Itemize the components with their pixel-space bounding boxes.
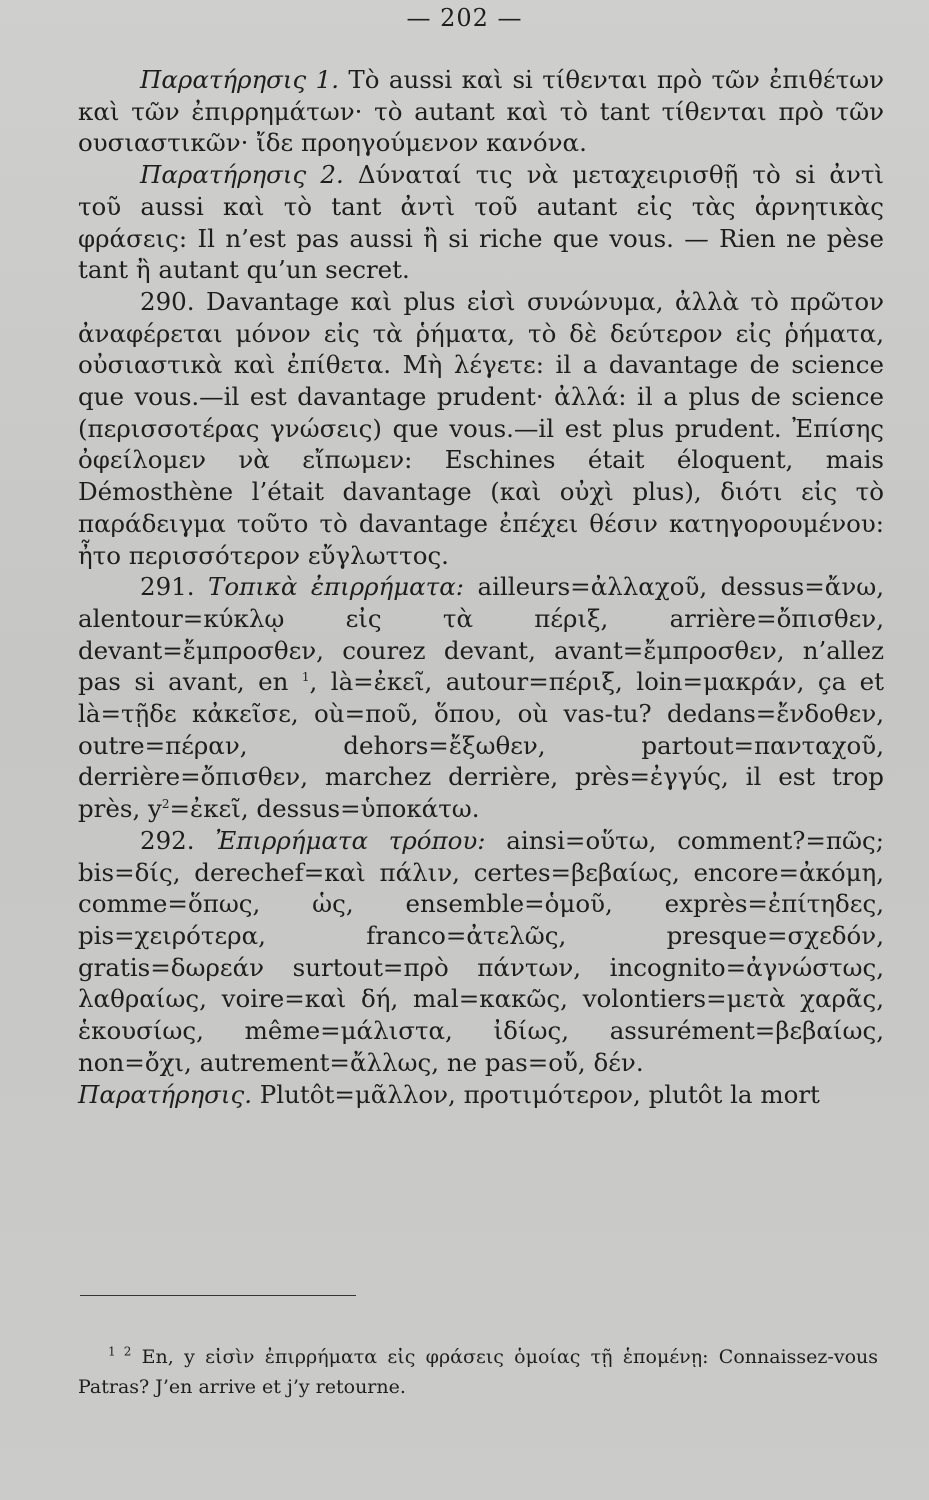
paragraph-text: , là=ἐκεῖ, autour=πέριξ, loin=μακράν, ça et là=τῇδε κἀκεῖσε, où=ποῦ, ὅπου, où vas-tu? dedans=ἔνδοθεν, outre=πέραν, dehors=ἔξωθεν, partout=πανταχοῦ, derrière=ὄπισθεν, marchez derrière, près=ἐγγύς, il est trop près, y [78,667,884,824]
paragraph-text: Plutôt=μᾶλλον, προτιμότερον, plutôt la mort [252,1079,820,1109]
paragraph-text: =ἐκεῖ, dessus=ὑποκάτω. [169,794,480,824]
paragraph-290 [78,286,884,571]
remark-heading: Παρατήρησις 2. [140,160,344,190]
paragraph-text: Davantage καὶ plus εἰσὶ συνώνυμα, ἀλλὰ τὸ πρῶτον ἀναφέρεται μόνον εἰς τὰ ῥήματα, τὸ δὲ δεύτερον εἰς ῥήματα, οὐσιαστικὰ καὶ ἐπίθετα. Μὴ λέγετε: il a davantage de science que vous.—il est davantage prudent· ἀλλά: il a plus de science (περισσοτέρας γνώσεις) que vous.—il est plus prudent. Ἐπίσης ὀφείλομεν νὰ εἴπωμεν: Eschines était éloquent, mais Démosthène l’était davantage (καὶ οὐχὶ plus), διότι εἰς τὸ παράδειγμα τοῦτο τὸ davantage ἐπέχει θέσιν κατηγορουμένου: ἦτο περισσότερον εὔγλωττος. [78,286,884,570]
section-heading: Ἐπιρρήματα τρόπου: [215,825,486,855]
section-number: 292. [140,825,195,855]
paragraph-292 [78,825,884,1079]
paragraph-remark-3 [78,1079,884,1111]
section-number: 290. [140,286,195,316]
footnote-divider [80,1295,356,1296]
paragraph-291 [78,571,884,825]
footnote-text: En, y εἰσὶν ἐπιρρήματα εἰς φράσεις ὁμοίας τῇ ἑπομένῃ: Connaissez-vous Patras? J’en arrive et j’y retourne. [78,1346,878,1398]
remark-heading: Παρατήρησις. [78,1079,253,1109]
paragraph-remark-1 [78,64,884,159]
footnote [78,1342,878,1402]
section-number: 291. [140,572,195,602]
paragraph-text: Τὸ aussi καὶ si τίθενται πρὸ τῶν ἐπιθέτων καὶ τῶν ἐπιρρημάτων· τὸ autant καὶ τὸ tant τίθενται πρὸ τῶν ουσιαστικῶν· ἴδε προηγούμενον κανόνα. [78,65,884,158]
section-heading: Τοπικὰ ἐπιρρήματα: [208,572,465,602]
body-text [78,64,884,1110]
paragraph-text: ainsi=οὕτω, comment?=πῶς; bis=δίς, derechef=καὶ πάλιν, certes=βεβαίως, encore=ἀκόμη, comme=ὅπως, ὡς, ensemble=ὁμοῦ, exprès=ἐπίτηδες, pis=χειρότερα, franco=ἀτελῶς, presque=σχεδόν, gratis=δωρεάν surtout=πρὸ πάντων, incognito=ἀγνώστως, λαθραίως, voire=καὶ δή, mal=κακῶς, volontiers=μετὰ χαρᾶς, ἑκουσίως, même=μάλιστα, ἰδίως, assurément=βεβαίως, non=ὄχι, autrement=ἄλλως, ne pas=οὔ, δέν. [78,825,884,1077]
remark-heading: Παρατήρησις 1. [140,65,339,94]
footnote-marks: 1 2 [108,1344,132,1359]
footnote-ref: 2 [161,797,170,812]
paragraph-remark-2 [78,159,884,286]
page-number: — 202 — [406,4,523,32]
paragraph-text: ailleurs=ἀλλαχοῦ, dessus=ἄνω, alentour=κύκλῳ εἰς τὰ πέριξ, arrière=ὄπισθεν, devant=ἔμπροσθεν, courez devant, avant=ἔμπροσθεν, n’allez pas si avant, en [78,572,884,697]
paragraph-text: Δύναταί τις νὰ μεταχειρισθῇ τὸ si ἀντὶ τοῦ aussi καὶ τὸ tant ἀντὶ τοῦ autant εἰς τὰς ἀρνητικὰς φράσεις: Il n’est pas aussi ἢ si riche que vous. — Rien ne pèse tant ἢ autant qu’un secret. [78,160,884,285]
footnote-ref: 1 [301,670,310,685]
